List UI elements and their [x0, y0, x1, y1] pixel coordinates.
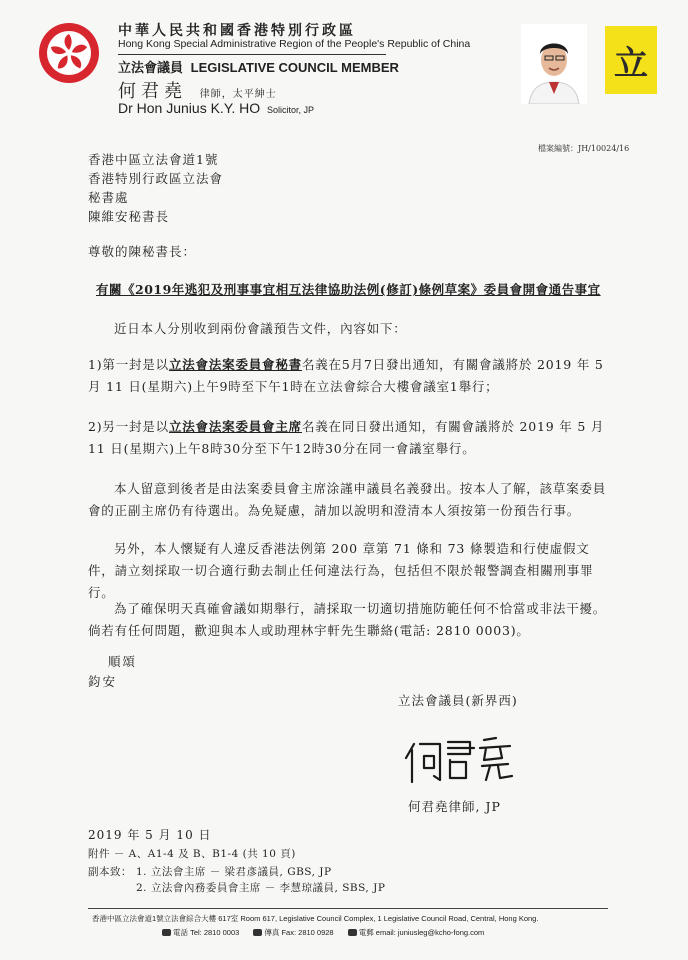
government-title-en: Hong Kong Special Administrative Region of the People's Republic of China — [118, 38, 471, 50]
paragraph-4: 另外，本人懷疑有人違反香港法例第 200 章第 71 條和 73 條製造和行使虛假文件，請立刻採取一切合適行動去制止任何違法行為，包括但不限於報警調查相關刑事罪行。 — [88, 541, 594, 600]
phone-icon — [162, 929, 171, 936]
cc-item-1: 1. 立法會主席 － 梁君彥議員, GBS, JP — [136, 866, 332, 878]
item-1-emphasis: 立法會法案委員會秘書 — [168, 357, 302, 372]
footer-tel — [162, 928, 239, 937]
member-title-en: Solicitor, JP — [267, 105, 315, 115]
letter-subject: 有關《2019年逃犯及刑事事宜相互法律協助法例(修訂)條例草案》委員會開會通告事宜 — [96, 282, 601, 297]
address-line-3: 秘書處 — [88, 190, 129, 205]
member-title-cn: 律師，太平紳士 — [199, 89, 277, 100]
item-2-emphasis: 立法會法案委員會主席 — [168, 419, 302, 434]
footer-fax — [253, 928, 333, 937]
fax-icon — [253, 929, 262, 936]
footer-address: 香港中區立法會道1號立法會綜合大樓 617室 Room 617, Legislative Council Complex, 1 Legislative Council Road, Central, Hong Kong. — [92, 914, 539, 923]
hksar-emblem-icon — [38, 22, 100, 84]
paragraph-3: 本人留意到後者是由法案委員會主席涂謹申議員名義發出。按本人了解，該草案委員會的正副主席仍有待選出。為免疑慮，請加以說明和澄清本人須按第一份預告行事。 — [88, 481, 607, 518]
footer-fax-text: 傳真 Fax: 2810 0928 — [264, 928, 334, 937]
item-1-post: 名義在5月7日發出通知，有關會議將於 2019 年 5 月 11 日(星期六)上午9時至下午1時在立法會綜合大樓會議室1舉行； — [88, 357, 604, 394]
signatory-role: 立法會議員(新界西) — [398, 693, 518, 708]
signatory-name: 何君堯律師, JP — [408, 799, 501, 814]
attachments-line: 附件 － A、A1-4 及 B、B1-4 (共 10 頁) — [88, 848, 296, 860]
address-line-4: 陳維安秘書長 — [88, 209, 170, 224]
email-icon — [348, 929, 357, 936]
item-1-pre: 1)第一封是以 — [88, 357, 169, 372]
file-reference: 檔案編號：JH/10024/16 — [538, 144, 630, 153]
handwritten-signature — [400, 730, 520, 790]
footer-divider — [88, 908, 608, 909]
cc-item-2: 2. 立法會內務委員會主席 － 李慧琼議員, SBS, JP — [136, 882, 386, 894]
party-logo-char: 立 — [614, 44, 648, 84]
item-1-paragraph — [88, 354, 608, 398]
intro-paragraph: 近日本人分別收到兩份會議預告文件，內容如下： — [114, 321, 407, 336]
footer-email — [348, 928, 485, 937]
member-name-en-text: Dr Hon Junius K.Y. HO — [118, 100, 261, 116]
closing-line-1: 順頌 — [108, 654, 138, 669]
item-2-post: 名義在同日發出通知，有關會議將於 2019 年 5 月 11 日(星期六)上午8時30分至下午12時30分在同一會議室舉行。 — [88, 419, 605, 456]
header-divider — [118, 54, 386, 55]
item-2-pre: 2)另一封是以 — [88, 419, 169, 434]
government-title-cn: 中華人民共和國香港特別行政區 — [118, 23, 356, 39]
address-line-1: 香港中區立法會道1號 — [88, 152, 219, 167]
member-name-en — [118, 100, 314, 116]
member-portrait — [521, 24, 587, 104]
item-2-paragraph — [88, 416, 608, 460]
address-line-2: 香港特別行政區立法會 — [88, 171, 224, 186]
role-en: LEGISLATIVE COUNCIL MEMBER — [190, 60, 399, 75]
role-cn: 立法會議員 — [118, 61, 184, 76]
footer-email-text: 電郵 email: juniusleg@kcho-fong.com — [358, 928, 485, 937]
letter-date: 2019 年 5 月 10 日 — [88, 828, 212, 842]
salutation: 尊敬的陳秘書長： — [88, 244, 197, 259]
footer-tel-text: 電話 Tel: 2810 0003 — [173, 928, 240, 937]
paragraph-5: 為了確保明天真確會議如期舉行，請採取一切適切措施防範任何不恰當或非法干擾。倘若有任何問題，歡迎與本人或助理林宇軒先生聯絡(電話: 2810 0003)。 — [88, 601, 607, 638]
party-logo — [605, 26, 657, 94]
member-name-cn-text: 何君堯 — [118, 81, 187, 102]
closing-line-2: 鈞安 — [88, 674, 118, 689]
footer-contact — [162, 927, 496, 938]
cc-label: 副本致： — [88, 866, 132, 878]
role-line — [118, 57, 399, 76]
